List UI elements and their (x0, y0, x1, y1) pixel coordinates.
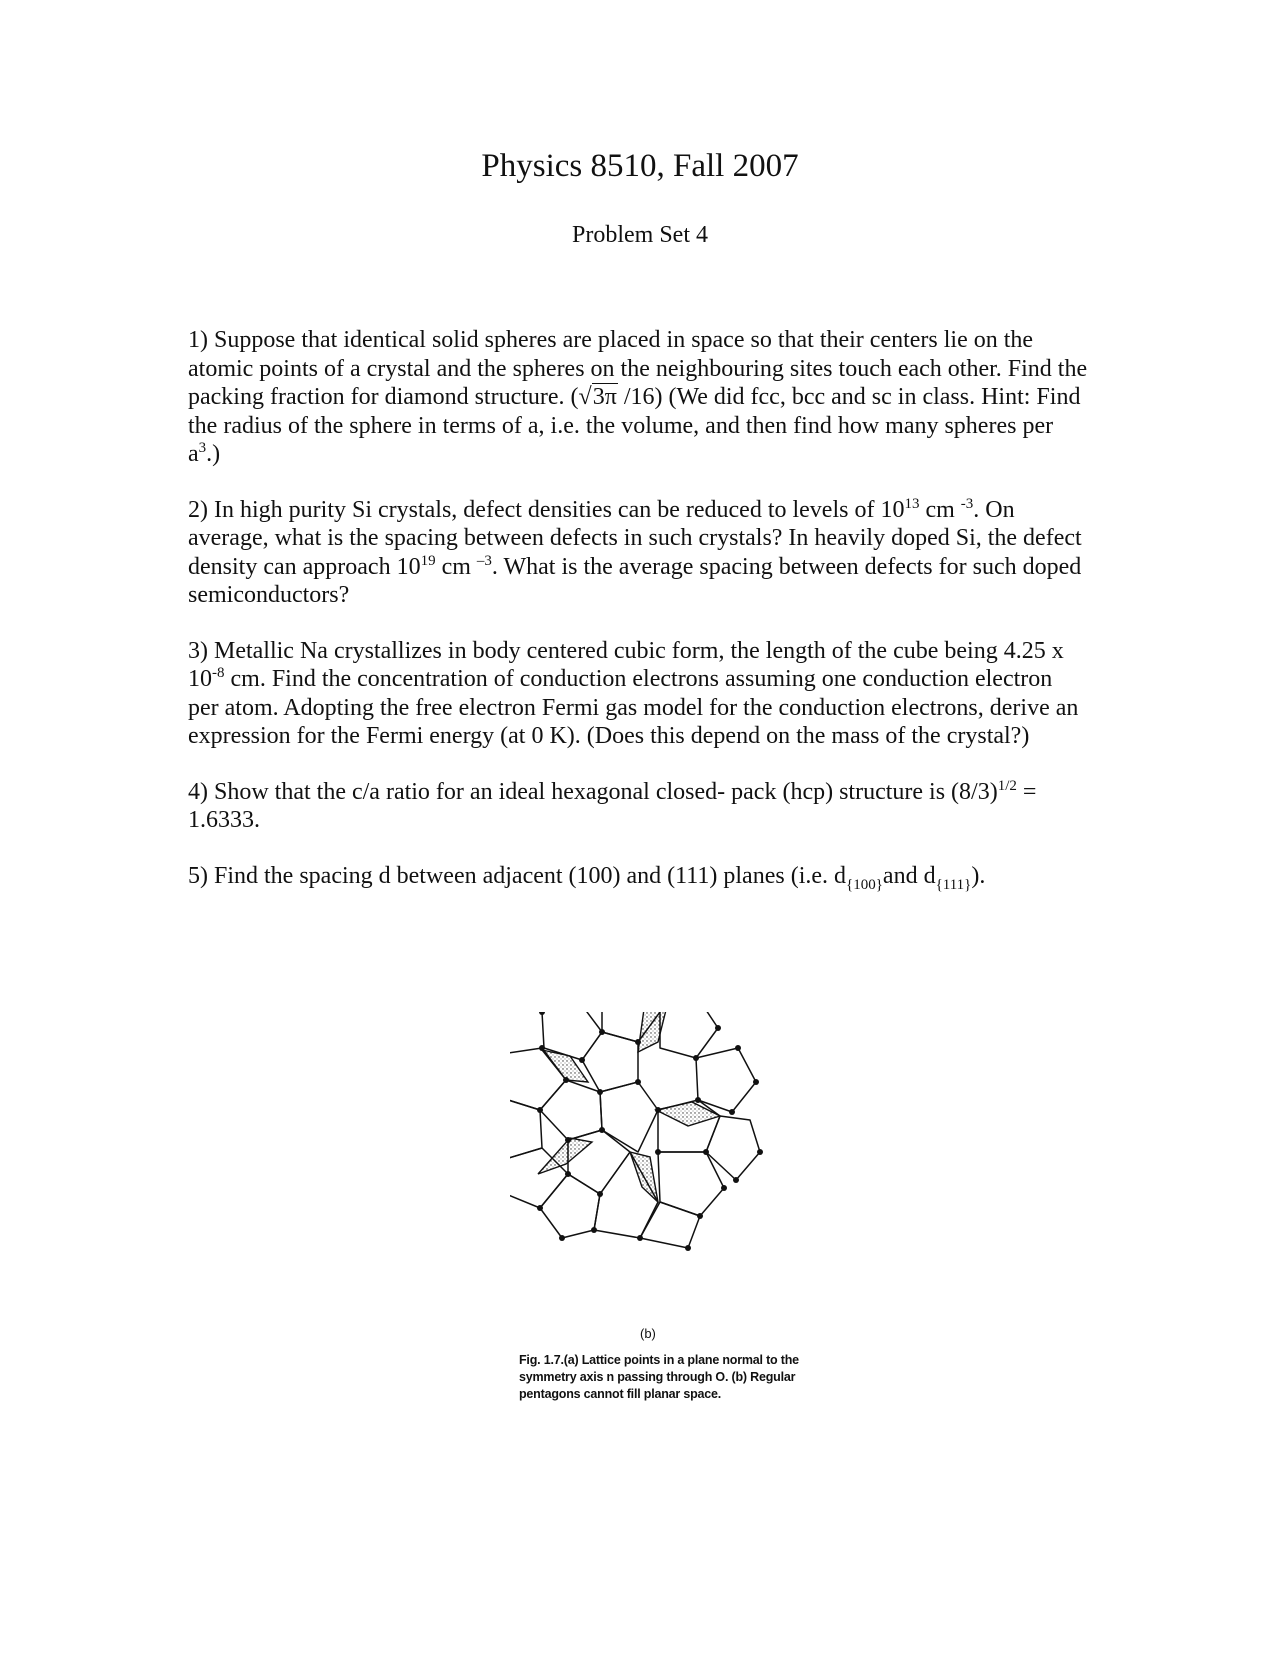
pentagon-tiling-figure (510, 1012, 810, 1342)
figure-caption: Fig. 1.7.(a) Lattice points in a plane normal to the symmetry axis n passing through O. (b) Regular pentagons cannot fill planar space. (519, 1353, 799, 1401)
page-title: Physics 8510, Fall 2007 (481, 148, 799, 184)
lattice-point (563, 1077, 569, 1083)
problem-3 (188, 637, 1088, 751)
problem-5-sub-1: {100} (846, 876, 883, 893)
pentagon (660, 1012, 718, 1058)
sqrt-radicand: 3π (592, 384, 617, 410)
lattice-point (579, 1057, 585, 1063)
lattice-point (599, 1127, 605, 1133)
problem-5 (188, 862, 1088, 891)
lattice-point (697, 1213, 703, 1219)
lattice-point (693, 1055, 699, 1061)
pentagon (696, 1048, 756, 1112)
lattice-point (597, 1089, 603, 1095)
problem-2-sup-1: 13 (904, 495, 920, 512)
problem-2-text-b: cm (919, 496, 961, 523)
lattice-point (695, 1097, 701, 1103)
problem-2-sup-3: 19 (420, 552, 436, 569)
pentagon (582, 1032, 638, 1092)
lattice-point (729, 1109, 735, 1115)
problem-1 (188, 326, 1088, 469)
lattice-point (721, 1185, 727, 1191)
lattice-point (757, 1149, 763, 1155)
problem-5-text-a: 5) Find the spacing d between adjacent (100) and (111) planes (i.e. d (188, 862, 847, 889)
lattice-point (539, 1045, 545, 1051)
lattice-point (733, 1177, 739, 1183)
problem-4-text-a: 4) Show that the c/a ratio for an ideal hexagonal closed- pack (hcp) structure is (8/3) (188, 778, 998, 805)
problem-1-text-a: 1) Suppose that identical solid spheres are placed in space so that their centers lie on the atomic points of a crystal and the spheres on the neighbouring sites touch each other. Find the packing fraction for diamond structure. ( (188, 327, 1088, 410)
sqrt-symbol: √ (578, 384, 592, 410)
pentagon (510, 1098, 542, 1160)
pentagon (540, 1080, 602, 1140)
problem-5-text-c: ). (971, 862, 986, 889)
shaded-gap (638, 1012, 668, 1052)
lattice-point (735, 1045, 741, 1051)
lattice-point (565, 1137, 571, 1143)
pentagon (658, 1152, 724, 1216)
lattice-point (703, 1149, 709, 1155)
lattice-point (635, 1039, 641, 1045)
shaded-gap (538, 1138, 592, 1174)
problem-list (188, 326, 1088, 917)
problem-2-text-e: . What is the average spacing between defects for such doped semiconductors? (188, 553, 1082, 608)
problem-1-text-b: /16) (We did fcc, bcc and sc in class. Hint: Find the radius of the sphere in terms of a, i.e. the volume, and then find how many spheres per a (188, 384, 1081, 467)
lattice-point (539, 1012, 545, 1015)
lattice-point (655, 1107, 661, 1113)
pentagon (640, 1202, 700, 1248)
lattice-point (597, 1191, 603, 1197)
problem-1-text-c: .) (206, 441, 221, 467)
problem-5-sub-2: {111} (935, 876, 972, 893)
lattice-point (655, 1149, 661, 1155)
lattice-point (537, 1205, 543, 1211)
problem-2 (188, 496, 1088, 610)
lattice-point (537, 1107, 543, 1113)
lattice-point (635, 1079, 641, 1085)
pentagon (540, 1174, 600, 1238)
problem-2-sup-2: -3 (960, 495, 974, 512)
lattice-point (599, 1029, 605, 1035)
problem-4-sup: 1/2 (997, 777, 1017, 794)
pentagon-grid (510, 1012, 760, 1248)
shaded-gap (656, 1102, 720, 1126)
lattice-point (715, 1025, 721, 1031)
problem-4 (188, 778, 1088, 835)
lattice-point (685, 1245, 691, 1251)
lattice-point (637, 1235, 643, 1241)
pentagon (600, 1082, 658, 1152)
problem-2-sup-4: –3 (476, 552, 492, 569)
problem-1-sup: 3 (198, 440, 207, 456)
problem-3-text-b: cm. Find the concentration of conduction electrons assuming one conduction electron per atom. Adopting the free electron Fermi gas model for the conduction electrons, derive an expression for the Fermi energy (at 0 K). (Does this depend on the mass of the crystal?) (188, 666, 1079, 749)
problem-2-text-a: 2) In high purity Si crystals, defect densities can be reduced to levels of 10 (188, 496, 905, 523)
problem-5-text-b: and d (882, 862, 936, 889)
pentagon (706, 1116, 760, 1180)
lattice-point (753, 1079, 759, 1085)
problem-3-text-a: 3) Metallic Na crystallizes in body centered cubic form, the length of the cube being 4.25 x 10 (188, 637, 1064, 692)
page-subtitle: Problem Set 4 (572, 222, 708, 248)
problem-2-text-d: cm (435, 553, 477, 580)
problem-2-text-c: . On average, what is the spacing between defects in such crystals? In heavily doped Si, the defect density can approach 10 (188, 496, 1082, 580)
problem-3-sup: -8 (212, 665, 225, 681)
lattice-point (591, 1227, 597, 1233)
problem-4-text-b: = 1.6333. (188, 778, 1037, 833)
lattice-point (565, 1171, 571, 1177)
lattice-points (510, 1012, 763, 1251)
lattice-point (559, 1235, 565, 1241)
figure-panel-label: (b) (640, 1326, 656, 1341)
